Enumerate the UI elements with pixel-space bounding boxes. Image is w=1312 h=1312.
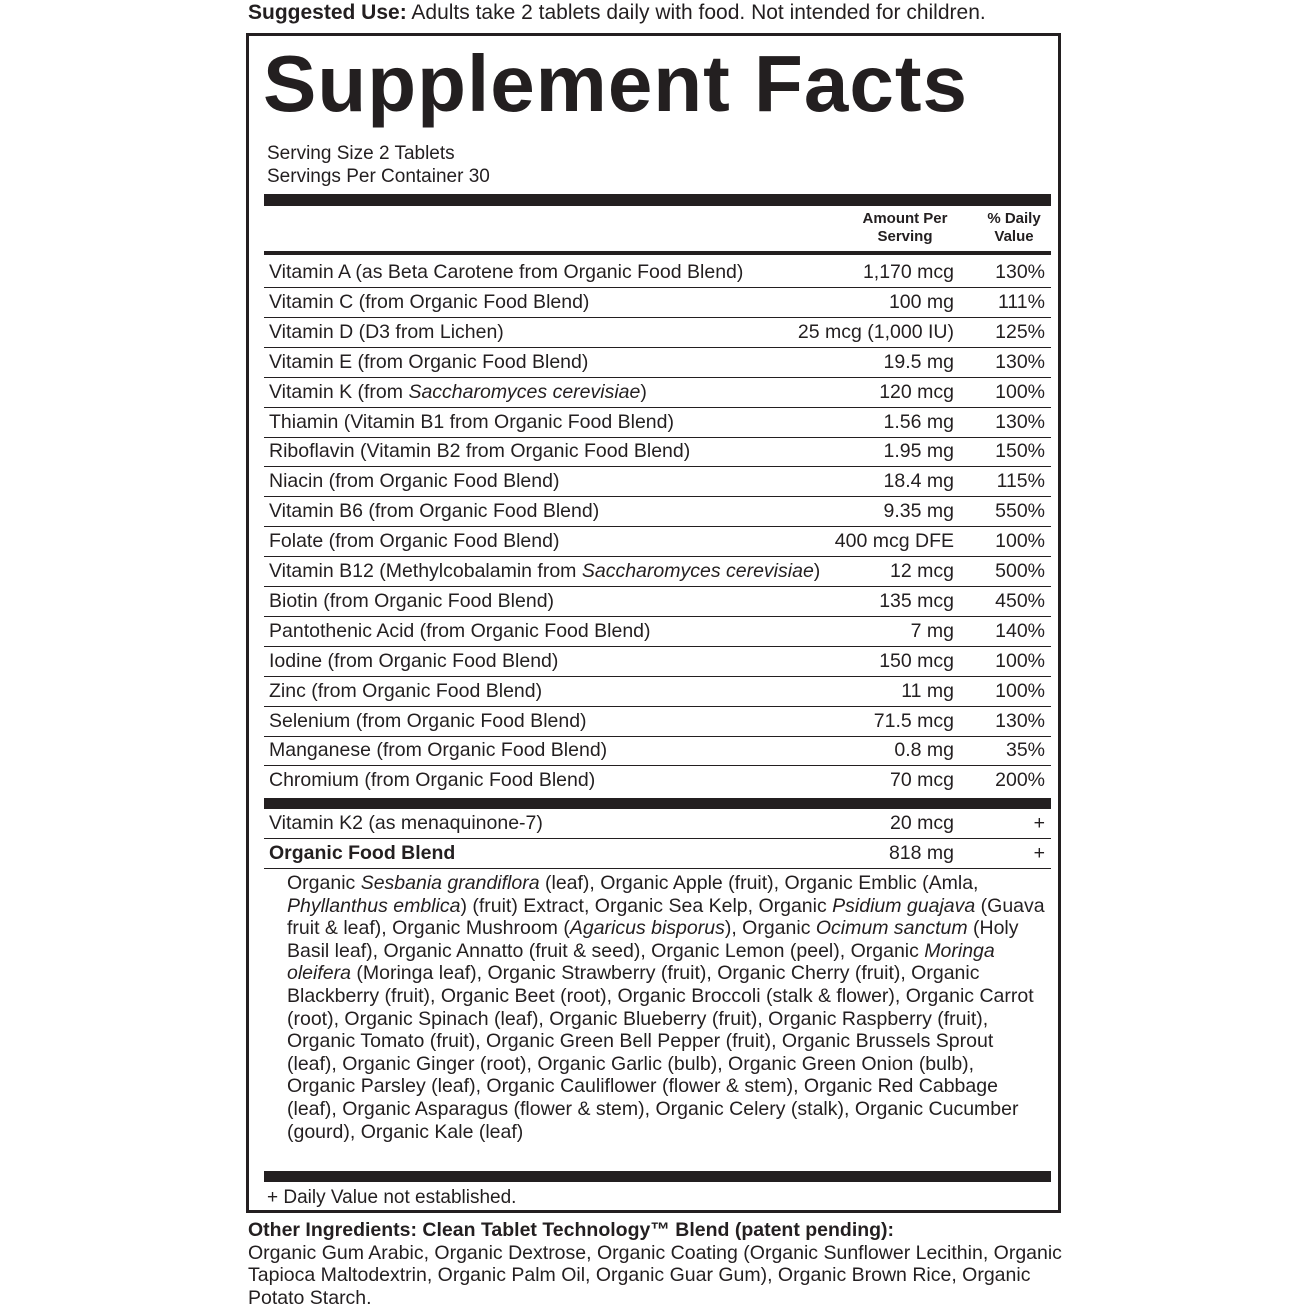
supplement-facts-panel [246, 33, 1061, 1213]
nutrient-amount: 19.5 mg [883, 350, 954, 373]
nutrient-row [264, 707, 1051, 737]
nutrient-name [269, 288, 589, 316]
nutrient-dv: 150% [995, 440, 1045, 463]
nutrient-amount: 25 mcg (1,000 IU) [797, 320, 954, 343]
nutrient-name: Vitamin K2 (as menaquinone-7) [269, 812, 543, 834]
nutrient-dv: 550% [995, 500, 1045, 523]
nutrient-amount: 400 mcg DFE [834, 530, 954, 553]
nutrient-amount: 1.56 mg [883, 410, 954, 433]
nutrient-name-text: Biotin (from Organic Food Blend) [269, 589, 555, 612]
blend-ingredient-latin: Phyllanthus emblica [287, 894, 461, 917]
serving-size: Serving Size 2 Tablets [267, 143, 455, 164]
other-ingredients [248, 1219, 1068, 1309]
footnote: + Daily Value not established. [267, 1187, 517, 1208]
nutrient-amount: 11 mg [901, 679, 954, 702]
nutrient-name [269, 467, 559, 495]
nutrient-dv: 100% [995, 530, 1045, 553]
nutrient-name-text: Manganese (from Organic Food Blend) [269, 739, 608, 762]
nutrient-name-text: Vitamin B12 (Methylcobalamin from [269, 560, 582, 582]
nutrient-row [264, 437, 1051, 467]
nutrient-name-text: Vitamin A (as Beta Carotene from Organic Food Blend) [269, 261, 744, 283]
blend-ingredient-latin: Ocimum sanctum [815, 917, 968, 940]
nutrient-amount: 1,170 mcg [862, 261, 954, 283]
nutrient-amount: 12 mcg [890, 560, 954, 582]
other-ingredients-heading: Other Ingredients: Clean Tablet Technology™ Blend (patent pending): [248, 1219, 895, 1241]
nutrient-row-k2 [264, 809, 1051, 839]
blend-name: Organic Food Blend [269, 842, 456, 864]
thick-divider-bottom [264, 1171, 1051, 1182]
nutrient-name-text: Iodine (from Organic Food Blend) [269, 649, 559, 672]
blend-ingredient-text: (Holy Basil leaf), Organic Annatto (fruit & seed), Organic Lemon (peel), Organic [287, 917, 1019, 962]
nutrient-row [264, 408, 1051, 438]
thick-divider-top [264, 194, 1051, 206]
nutrient-name [269, 437, 690, 465]
nutrient-amount: 150 mcg [879, 649, 954, 672]
nutrient-amount: 9.35 mg [883, 500, 954, 523]
nutrient-row [264, 288, 1051, 318]
nutrient-row [264, 497, 1051, 527]
nutrient-name-text: Selenium (from Organic Food Blend) [269, 709, 587, 732]
nutrient-row [264, 677, 1051, 707]
blend-ingredient-text: (leaf), Organic Apple (fruit), Organic Emblic (Amla, [539, 872, 979, 894]
suggested-use [248, 0, 1078, 26]
nutrient-row [264, 348, 1051, 378]
col-header-amount-line2: Serving [877, 228, 933, 245]
blend-dv: + [1033, 842, 1045, 864]
nutrient-dv: 130% [995, 350, 1045, 373]
nutrient-dv: 100% [995, 679, 1045, 702]
nutrient-name-suffix: ) [640, 380, 647, 403]
nutrient-amount: 1.95 mg [883, 440, 954, 463]
col-header-amount-line1: Amount Per [862, 210, 948, 227]
nutrient-row [264, 467, 1051, 497]
nutrient-dv: 130% [995, 709, 1045, 732]
nutrient-amount: 70 mcg [890, 769, 954, 792]
nutrient-row [264, 318, 1051, 348]
blend-ingredients [287, 872, 1047, 1143]
nutrient-row [264, 736, 1051, 766]
nutrient-name-italic: Saccharomyces cerevisiae [581, 560, 814, 582]
blend-ingredient-text: Organic [287, 872, 361, 894]
nutrient-name-text: Folate (from Organic Food Blend) [269, 530, 560, 553]
col-header-dv-line2: Value [994, 228, 1034, 245]
suggested-use-text: Adults take 2 tablets daily with food. Not intended for children. [406, 1, 986, 24]
nutrient-row-blend [264, 839, 1051, 869]
nutrient-dv: 115% [996, 470, 1045, 493]
col-header-amount [849, 210, 961, 246]
nutrient-name-text: Riboflavin (Vitamin B2 from Organic Food Blend) [269, 440, 691, 463]
blend-ingredient-latin: Moringa oleifera [287, 939, 995, 985]
nutrient-dv: 111% [998, 290, 1045, 313]
nutrient-name [269, 318, 504, 346]
nutrient-dv: 125% [995, 320, 1045, 343]
nutrient-name [269, 557, 820, 585]
nutrient-row [264, 258, 1051, 288]
nutrient-name-text: Vitamin C (from Organic Food Blend) [269, 290, 590, 313]
col-header-dv [969, 210, 1059, 246]
nutrient-amount: 0.8 mg [894, 739, 954, 762]
medium-divider [264, 251, 1051, 255]
panel-title: Supplement Facts [263, 39, 969, 128]
col-header-dv-line1: % Daily [987, 210, 1041, 227]
suggested-use-label: Suggested Use: [248, 1, 407, 24]
nutrient-dv: 100% [995, 649, 1045, 672]
nutrient-row [264, 527, 1051, 557]
blend-ingredient-latin: Psidium guajava [832, 894, 976, 917]
nutrient-name-text: Vitamin B6 (from Organic Food Blend) [269, 500, 600, 523]
nutrient-name [269, 766, 595, 794]
blend-ingredient-latin: Agaricus bisporus [569, 917, 725, 940]
servings-per-container: Servings Per Container 30 [267, 166, 490, 187]
nutrient-amount: 120 mcg [879, 380, 954, 403]
nutrient-name-text: Vitamin E (from Organic Food Blend) [269, 350, 589, 373]
thick-divider-middle [264, 798, 1051, 809]
nutrient-name-italic: Saccharomyces cerevisiae [408, 380, 641, 403]
nutrient-name-text: Pantothenic Acid (from Organic Food Blend) [269, 619, 651, 642]
nutrient-amount: 18.4 mg [883, 470, 954, 493]
nutrient-name [269, 587, 554, 615]
blend-ingredient-text: (Guava fruit & leaf), Organic Mushroom ( [287, 894, 1045, 940]
nutrient-name-text: Niacin (from Organic Food Blend) [269, 470, 560, 493]
nutrient-name-text: Chromium (from Organic Food Blend) [269, 769, 596, 792]
nutrient-name [269, 408, 674, 436]
nutrient-name [269, 736, 607, 764]
nutrient-dv: 140% [995, 619, 1045, 642]
nutrient-dv: 130% [995, 410, 1045, 433]
nutrient-row [264, 617, 1051, 647]
nutrient-name [269, 258, 743, 286]
blend-ingredient-text: ), Organic [724, 917, 816, 940]
nutrient-dv: 200% [995, 769, 1045, 792]
nutrient-dv: 35% [1005, 739, 1045, 762]
nutrient-dv: 450% [995, 589, 1045, 612]
nutrient-amount: 20 mcg [890, 812, 954, 834]
nutrient-dv: 130% [995, 261, 1045, 283]
nutrient-dv: 100% [995, 380, 1045, 403]
nutrient-dv: 500% [995, 560, 1045, 582]
nutrient-amount: 100 mg [888, 290, 954, 313]
nutrient-name-text: Vitamin K (from [269, 380, 409, 403]
blend-ingredient-text: (Moringa leaf), Organic Strawberry (fruit), Organic Cherry (fruit), Organic Blackberry (fruit), Organic Beet (root), Organic Broccoli (stalk & flower), Organic Carrot (root), Organic Spinach (leaf), Organic Blueberry (fruit), Organic Raspberry (fruit), Organic Tomato (fruit), Organic Green Bell Pepper (fruit), Organic Brussels Sprout (leaf), Organic Ginger (root), Organic Garlic (bulb), Organic Green Onion (bulb), Organic Parsley (leaf), Organic Cauliflower (flower & stem), Organic Red Cabbage (leaf), Organic Asparagus (flower & stem), Organic Celery (stalk), Organic Cucumber (gourd), Organic Kale (leaf) [287, 962, 1034, 1143]
nutrient-row [264, 587, 1051, 617]
nutrient-row [264, 766, 1051, 796]
nutrient-row [264, 647, 1051, 677]
nutrient-name [269, 348, 588, 376]
nutrient-amount: 71.5 mcg [873, 709, 954, 732]
blend-ingredient-text: ) (fruit) Extract, Organic Sea Kelp, Organic [460, 894, 833, 917]
nutrient-row [264, 378, 1051, 408]
nutrient-name [269, 677, 542, 705]
blend-amount: 818 mg [888, 842, 954, 864]
nutrient-name-suffix: ) [813, 560, 821, 582]
nutrient-row [264, 557, 1051, 587]
nutrient-amount: 7 mg [910, 619, 954, 642]
nutrient-name [269, 527, 559, 555]
other-ingredients-text: Organic Gum Arabic, Organic Dextrose, Organic Coating (Organic Sunflower Lecithin, Organic Tapioca Maltodextrin, Organic Palm Oil, Organic Guar Gum), Organic Brown Rice, Organic Potato Starch. [248, 1241, 1062, 1309]
nutrient-dv: + [1033, 812, 1045, 834]
nutrient-name [269, 707, 587, 735]
nutrient-name-text: Zinc (from Organic Food Blend) [269, 679, 543, 702]
nutrient-name [269, 617, 651, 645]
nutrient-name [269, 647, 558, 675]
nutrient-name [269, 378, 647, 406]
nutrient-name-text: Thiamin (Vitamin B1 from Organic Food Blend) [269, 410, 674, 433]
blend-ingredient-latin: Sesbania grandiflora [360, 872, 540, 894]
nutrient-name [269, 497, 599, 525]
nutrient-name-text: Vitamin D (D3 from Lichen) [269, 320, 504, 343]
nutrient-amount: 135 mcg [879, 589, 954, 612]
